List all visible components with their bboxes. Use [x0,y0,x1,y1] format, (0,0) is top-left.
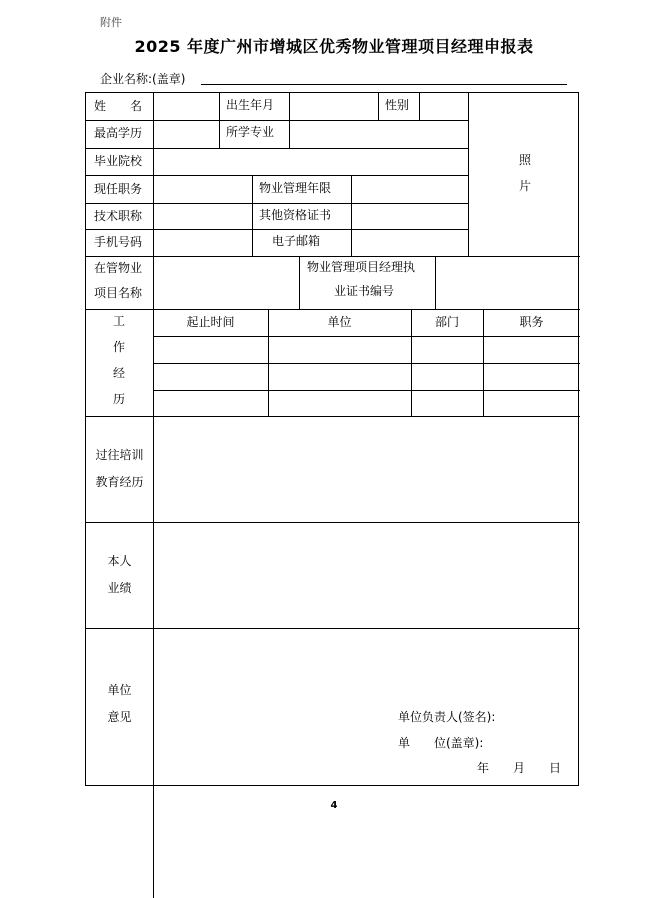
photo-label-1: 照 [519,153,532,167]
col-line [378,93,379,120]
col-line [351,175,352,256]
col-line [252,175,253,256]
cert-no-label-line1: 物业管理项目经理执 [307,260,416,274]
photo-label-2: 片 [519,179,532,193]
work-label-char: 作 [113,340,126,354]
col-header-period: 起止时间 [186,315,235,329]
title-rank-label: 技术职称 [94,209,143,223]
col-header-employer: 单位 [327,315,352,329]
performance-label-line1: 本人 [107,554,132,568]
company-name-field[interactable] [201,84,567,85]
col-line [219,93,220,148]
col-line [419,93,420,120]
name-label: 姓 名 [94,99,143,113]
company-name-label: 企业名称:(盖章) [100,72,186,86]
opinion-label-line2: 意见 [107,710,132,724]
training-label-line1: 过往培训 [95,448,144,462]
unit-seal-label: 单 位(盖章): [398,736,484,750]
row-line [86,175,468,176]
education-label: 最高学历 [94,126,143,140]
email-label: 电子邮箱 [272,234,321,248]
col-line [289,93,290,148]
opinion-label-line1: 单位 [107,683,132,697]
row-line [86,309,580,310]
col-line [435,256,436,309]
birth-date-label: 出生年月 [226,98,275,112]
row-line [86,229,468,230]
row-line [86,628,580,629]
application-form-table [85,92,579,786]
col-line [299,256,300,309]
project-label-line2: 项目名称 [94,286,143,300]
row-line [86,256,580,257]
phone-label: 手机号码 [94,235,143,249]
other-cert-label: 其他资格证书 [259,208,332,222]
major-label: 所学专业 [226,125,275,139]
position-label: 现任职务 [94,182,143,196]
pm-years-label: 物业管理年限 [259,181,332,195]
col-line [153,256,154,309]
work-label-char: 历 [113,392,126,406]
opinion-label [86,676,153,732]
col-line [153,93,154,256]
gender-label: 性别 [385,98,410,112]
attachment-label: 附件 [100,16,122,29]
row-line [86,203,468,204]
training-field[interactable] [154,417,580,522]
row-line [153,336,580,337]
performance-label-line2: 业绩 [107,581,132,595]
photo-divider [468,93,469,256]
cert-no-label-line2: 业证书编号 [334,284,395,298]
row-line [153,390,580,391]
training-label [86,416,153,522]
performance-label [86,522,153,628]
school-label: 毕业院校 [94,154,143,168]
row-line [86,120,468,121]
performance-field[interactable] [154,523,580,628]
row-line [86,148,468,149]
work-label-char: 经 [113,366,126,380]
training-label-line2: 教育经历 [95,475,144,489]
date-label: 年 月 日 [477,761,562,775]
work-label-char: 工 [113,314,126,328]
signer-label: 单位负责人(签名): [398,710,496,724]
col-header-department: 部门 [434,315,459,329]
page-number: 4 [330,800,338,811]
project-label-line1: 在管物业 [94,261,143,275]
col-header-job: 职务 [519,315,544,329]
row-line [153,363,580,364]
page-title: 2025 年度广州市增城区优秀物业管理项目经理申报表 [134,37,534,56]
